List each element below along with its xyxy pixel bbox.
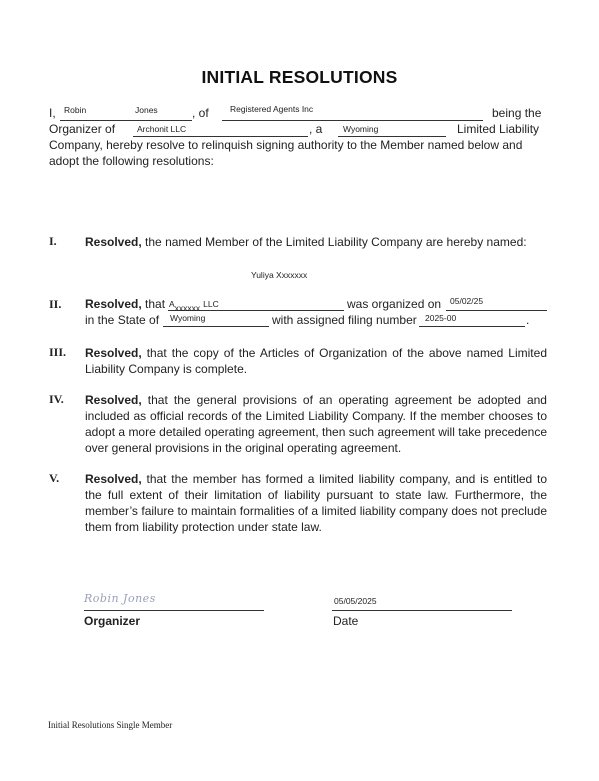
resolution-4-text (85, 392, 547, 456)
intro-limited-liability: Limited Liability (457, 122, 540, 136)
resolution-4-number: IV. (49, 392, 64, 406)
resolution-1-text (85, 234, 547, 250)
resolution-2-lead: Resolved, (85, 297, 142, 311)
resolution-4-lead: Resolved, (85, 393, 142, 407)
name-field-line[interactable] (60, 120, 192, 121)
company-field-line[interactable] (133, 136, 308, 137)
intro-comma-of: , of (192, 106, 209, 120)
resolution-2-date-value: 05/02/25 (450, 296, 484, 306)
resolution-3-text (85, 345, 547, 377)
resolution-1-number: I. (49, 234, 57, 248)
agent-value: Registered Agents Inc (230, 104, 314, 114)
date-signature-line[interactable] (332, 610, 512, 611)
agent-field-line[interactable] (222, 120, 483, 121)
resolution-2-date-line[interactable] (446, 310, 547, 311)
resolution-2-filing-line[interactable] (419, 326, 525, 327)
organizer-label: Organizer (84, 614, 141, 628)
resolution-2-with-filing: with assigned filing number (272, 313, 417, 327)
resolution-2-state-value: Wyoming (170, 313, 206, 323)
resolution-5-text (85, 471, 547, 535)
resolution-5-lead: Resolved, (85, 472, 142, 486)
intro-organizer-of: Organizer of (49, 122, 116, 136)
resolution-3-number: III. (49, 345, 67, 359)
intro-line3: Company, hereby resolve to relinquish signing authority to the Member named below and (49, 138, 523, 152)
last-name-value: Jones (135, 105, 158, 115)
resolution-2-lead-line (85, 297, 165, 312)
intro-line4: adopt the following resolutions: (49, 154, 214, 168)
resolution-1-lead: Resolved, (85, 235, 142, 249)
document-title: INITIAL RESOLUTIONS (201, 67, 398, 87)
intro-comma-a: , a (309, 122, 323, 136)
resolution-3-body: that the copy of the Articles of Organization of the above named Limited Liability Company is complete. (85, 346, 547, 376)
organizer-signature-line[interactable] (84, 610, 264, 611)
date-label: Date (333, 614, 359, 628)
intro-i-prefix: I, (49, 106, 56, 120)
resolution-2-period: . (526, 313, 530, 327)
resolution-2-state-line[interactable] (163, 326, 269, 327)
resolution-5-body: that the member has formed a limited liability company, and is entitled to the full extent of their limitation of liability pursuant to state law. Furthermore, the member’s failure to maintain formalities of a limited liability company does not preclude them from liability protection under state law. (85, 472, 548, 534)
resolution-5-number: V. (49, 471, 60, 485)
resolution-2-in-state: in the State of (85, 313, 160, 327)
resolution-4-body: that the general provisions of an operating agreement be adopted and included as official records of the Limited Liability Company. If the member chooses to adopt a more detailed operating agreement, then such agreement will take precedence over general provisions in the original operating agreement. (85, 393, 547, 455)
page-footer: Initial Resolutions Single Member (48, 720, 173, 730)
resolution-3-lead: Resolved, (85, 346, 142, 360)
organizer-signature: Robin Jones (84, 592, 156, 605)
resolution-2-number: II. (49, 297, 62, 311)
signature-date-value: 05/05/2025 (334, 596, 377, 606)
first-name-value: Robin (64, 105, 87, 115)
intro-being-the: being the (492, 106, 542, 120)
resolution-2-filing-value: 2025-00 (425, 313, 457, 323)
resolution-1-body: the named Member of the Limited Liability Company are hereby named: (145, 235, 527, 249)
resolution-2-that: that (145, 297, 166, 311)
member-name-value: Yuliya Xxxxxxx (251, 270, 308, 280)
company-initial: A (169, 299, 175, 309)
resolution-2-organized-on: was organized on (347, 297, 442, 311)
state-value: Wyoming (343, 124, 379, 134)
resolution-2-company-value (169, 294, 219, 312)
state-field-line[interactable] (338, 136, 446, 137)
company-rest: xxxxxx (174, 303, 201, 313)
company-suffix: LLC (203, 299, 219, 309)
company-value: Archonit LLC (137, 124, 187, 134)
